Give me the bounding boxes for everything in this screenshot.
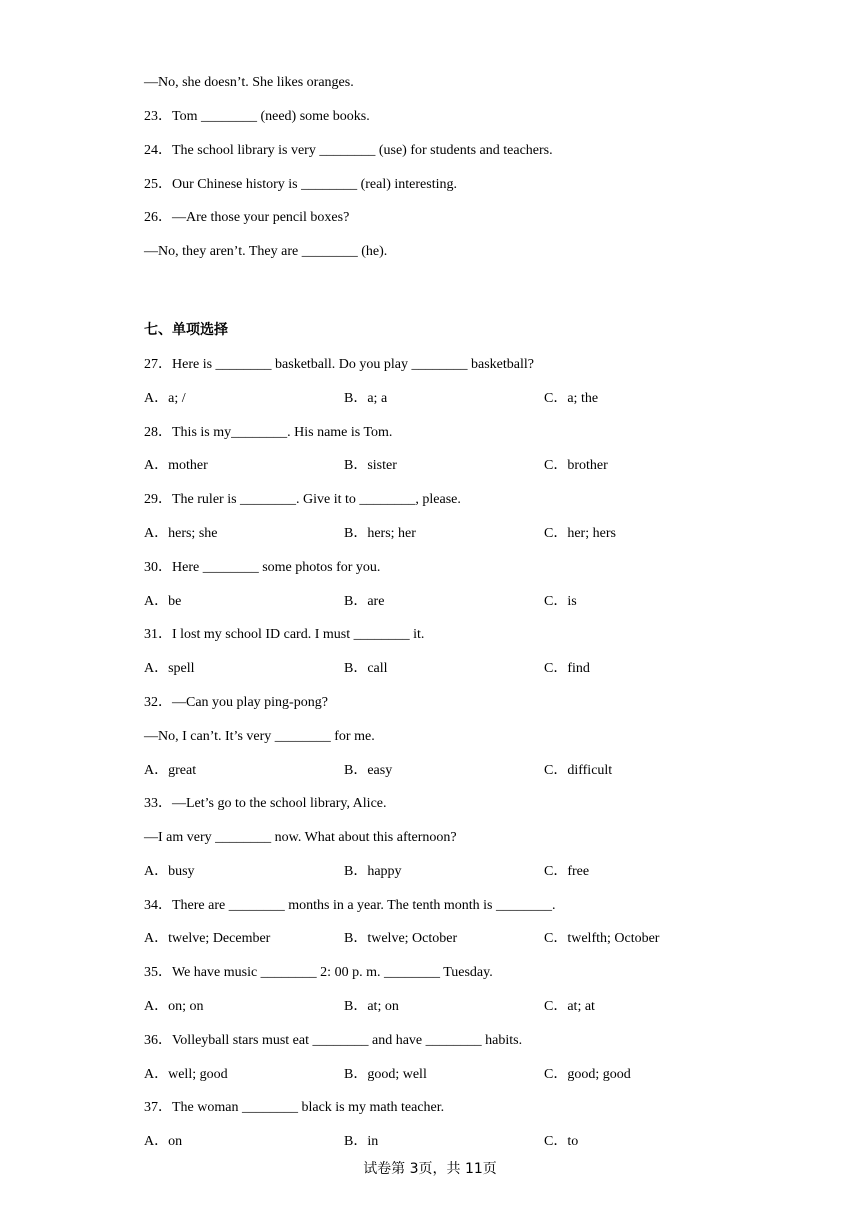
- question-24: 24．The school library is very ________ (use) for students and teachers.: [144, 143, 553, 158]
- option-c: C．difficult: [544, 763, 613, 778]
- option-b: B．hers; her: [344, 526, 416, 541]
- option-c: C．brother: [544, 458, 608, 473]
- question-26: 26．—Are those your pencil boxes?: [144, 210, 350, 225]
- question-34: 34．There are ________ months in a year. The tenth month is ________.: [144, 898, 556, 913]
- option-a: A．on; on: [144, 999, 204, 1014]
- option-c: C．a; the: [544, 391, 599, 406]
- option-c: C．her; hers: [544, 526, 616, 541]
- option-c: C．free: [544, 864, 590, 879]
- option-b: B．in: [344, 1134, 379, 1149]
- question-33-reply: —I am very ________ now. What about this afternoon?: [144, 830, 457, 845]
- option-c: C．good; good: [544, 1067, 631, 1082]
- option-b: B．a; a: [344, 391, 388, 406]
- question-35: 35．We have music ________ 2: 00 p. m. ________ Tuesday.: [144, 965, 493, 980]
- option-b: B．happy: [344, 864, 402, 879]
- option-a: A．hers; she: [144, 526, 218, 541]
- question-36: 36．Volleyball stars must eat ________ and have ________ habits.: [144, 1033, 523, 1048]
- question-27: 27．Here is ________ basketball. Do you play ________ basketball?: [144, 357, 534, 372]
- question-26-reply: —No, they aren’t. They are ________ (he).: [144, 244, 388, 259]
- page-footer: 试卷第 3页，共 11页: [363, 1161, 497, 1177]
- option-b: B．good; well: [344, 1067, 427, 1082]
- options-27: [144, 390, 764, 408]
- option-a: A．a; /: [144, 391, 186, 406]
- option-a: A．on: [144, 1134, 183, 1149]
- section-title: 七、单项选择: [144, 322, 228, 338]
- option-a: A．be: [144, 594, 182, 609]
- options-32: [144, 762, 764, 780]
- option-b: B．easy: [344, 763, 393, 778]
- option-b: B．at; on: [344, 999, 399, 1014]
- question-31: 31．I lost my school ID card. I must ________ it.: [144, 627, 425, 642]
- question-32-reply: —No, I can’t. It’s very ________ for me.: [144, 729, 375, 744]
- option-a: A．mother: [144, 458, 208, 473]
- options-28: [144, 457, 764, 475]
- question-37: 37．The woman ________ black is my math teacher.: [144, 1100, 445, 1115]
- option-c: C．twelfth; October: [544, 931, 660, 946]
- question-28: 28．This is my________. His name is Tom.: [144, 425, 393, 440]
- option-c: C．at; at: [544, 999, 595, 1014]
- option-c: C．find: [544, 661, 590, 676]
- options-33: [144, 863, 764, 881]
- question-25: 25．Our Chinese history is ________ (real) interesting.: [144, 177, 458, 192]
- options-36: [144, 1066, 764, 1084]
- options-31: [144, 660, 764, 678]
- option-c: C．is: [544, 594, 577, 609]
- option-b: B．twelve; October: [344, 931, 458, 946]
- option-a: A．twelve; December: [144, 931, 271, 946]
- options-35: [144, 998, 764, 1016]
- options-37: [144, 1133, 764, 1151]
- options-34: [144, 930, 764, 948]
- question-30: 30．Here ________ some photos for you.: [144, 560, 381, 575]
- question-29: 29．The ruler is ________. Give it to ________, please.: [144, 492, 461, 507]
- options-30: [144, 593, 764, 611]
- option-b: B．sister: [344, 458, 397, 473]
- option-a: A．spell: [144, 661, 195, 676]
- option-a: A．great: [144, 763, 197, 778]
- option-b: B．are: [344, 594, 385, 609]
- option-b: B．call: [344, 661, 388, 676]
- options-29: [144, 525, 764, 543]
- question-32: 32．—Can you play ping-pong?: [144, 695, 328, 710]
- question-33: 33．—Let’s go to the school library, Alice.: [144, 796, 387, 811]
- question-23: 23．Tom ________ (need) some books.: [144, 109, 370, 124]
- answer-line-22: —No, she doesn’t. She likes oranges.: [144, 75, 354, 90]
- option-c: C．to: [544, 1134, 579, 1149]
- option-a: A．busy: [144, 864, 195, 879]
- option-a: A．well; good: [144, 1067, 228, 1082]
